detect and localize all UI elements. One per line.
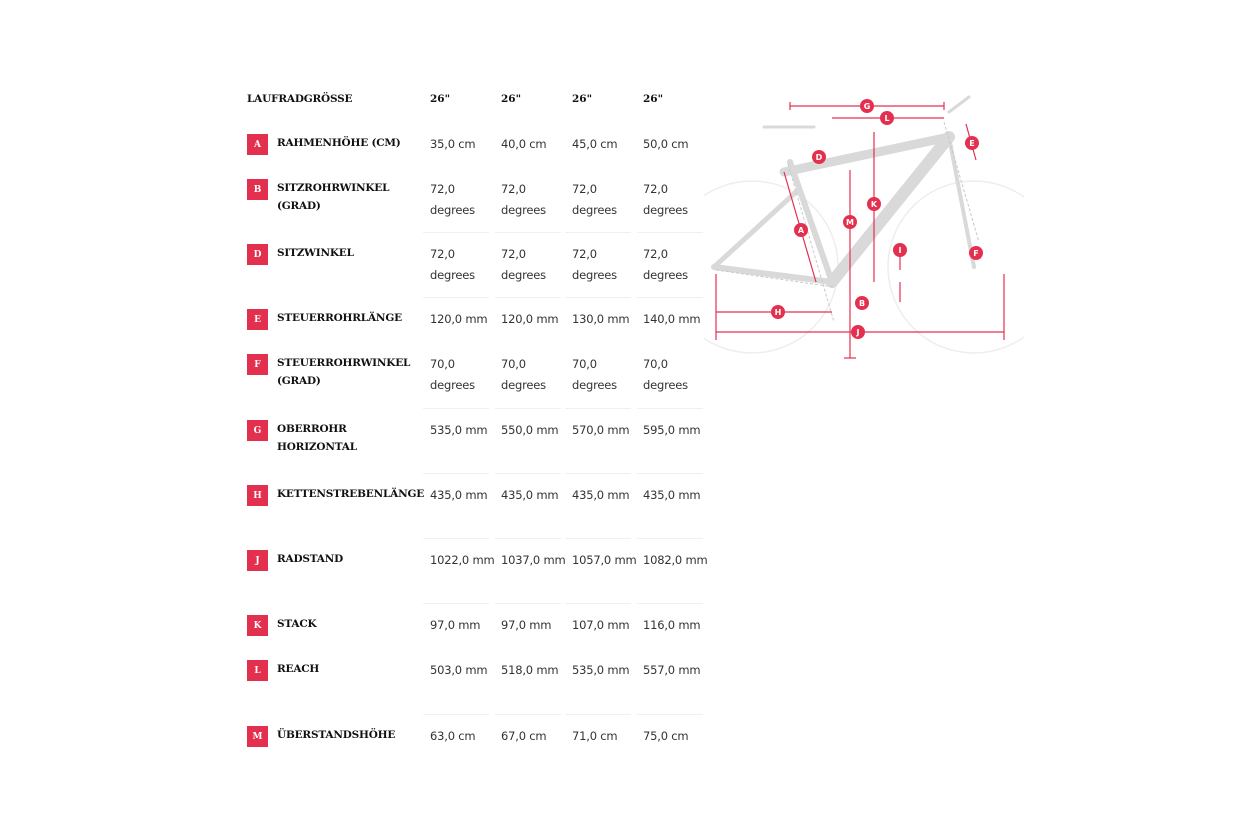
- table-cell: 72,0 degrees: [572, 182, 617, 217]
- marker-a: [794, 223, 808, 237]
- separator: [565, 408, 631, 409]
- table-cell: 45,0 cm: [572, 137, 618, 151]
- svg-text:F: F: [973, 249, 979, 258]
- table-cell: 70,0 degrees: [501, 357, 546, 392]
- row-label: KETTENSTREBENLÄNGE: [277, 488, 425, 500]
- table-cell: 72,0 degrees: [430, 247, 475, 282]
- row-label: RAHMENHÖHE (CM): [277, 137, 401, 149]
- row-key-badge: K: [247, 615, 268, 636]
- table-cell: 72,0 degrees: [501, 182, 546, 217]
- separator: [495, 473, 561, 474]
- table-cell: 72,0 degrees: [501, 247, 546, 282]
- table-cell: 97,0 mm: [430, 618, 481, 632]
- separator: [565, 297, 631, 298]
- table-cell: 435,0 mm: [572, 488, 630, 502]
- row-label: OBERROHR HORIZONTAL: [277, 423, 357, 453]
- table-cell: 71,0 cm: [572, 729, 618, 743]
- row-key-badge: E: [247, 309, 268, 330]
- separator: [565, 603, 631, 604]
- separator: [637, 714, 703, 715]
- table-cell: 120,0 mm: [501, 312, 559, 326]
- row-key-badge: F: [247, 354, 268, 375]
- table-cell: 1022,0 mm: [430, 553, 495, 567]
- separator: [637, 538, 703, 539]
- table-cell: 535,0 mm: [430, 423, 488, 437]
- table-cell: 435,0 mm: [643, 488, 701, 502]
- svg-text:M: M: [846, 218, 854, 227]
- table-cell: 1037,0 mm: [501, 553, 566, 567]
- marker-h: [771, 305, 785, 319]
- marker-l: [880, 111, 894, 125]
- table-cell: 1057,0 mm: [572, 553, 637, 567]
- svg-text:B: B: [858, 299, 866, 308]
- row-label: SITZROHRWINKEL (GRAD): [277, 182, 390, 212]
- column-header: 26": [643, 93, 664, 105]
- separator: [565, 538, 631, 539]
- row-label: STACK: [277, 618, 317, 630]
- dimension-lines: [716, 102, 1004, 358]
- separator: [495, 408, 561, 409]
- header-label: LAUFRADGRÖSSE: [247, 93, 353, 105]
- separator: [565, 714, 631, 715]
- table-cell: 97,0 mm: [501, 618, 552, 632]
- table-cell: 557,0 mm: [643, 663, 701, 677]
- row-label: REACH: [277, 663, 320, 675]
- bike-frame: [714, 97, 974, 282]
- separator: [423, 538, 489, 539]
- row-key-badge: A: [247, 134, 268, 155]
- table-cell: 503,0 mm: [430, 663, 488, 677]
- row-key-badge: M: [247, 726, 268, 747]
- frame-geometry-diagram: [704, 92, 1024, 364]
- table-cell: 120,0 mm: [430, 312, 488, 326]
- row-label: SITZWINKEL: [277, 247, 354, 259]
- separator: [423, 408, 489, 409]
- separator: [495, 232, 561, 233]
- column-header: 26": [430, 93, 451, 105]
- separator: [495, 714, 561, 715]
- table-cell: 72,0 degrees: [643, 247, 688, 282]
- table-cell: 570,0 mm: [572, 423, 630, 437]
- column-header: 26": [501, 93, 522, 105]
- table-cell: 67,0 cm: [501, 729, 547, 743]
- table-cell: 107,0 mm: [572, 618, 630, 632]
- table-cell: 70,0 degrees: [643, 357, 688, 392]
- svg-text:A: A: [797, 226, 805, 235]
- row-label: ÜBERSTANDSHÖHE: [277, 729, 396, 741]
- svg-text:H: H: [774, 308, 782, 317]
- row-label: RADSTAND: [277, 553, 344, 565]
- table-cell: 75,0 cm: [643, 729, 689, 743]
- separator: [495, 603, 561, 604]
- table-cell: 70,0 degrees: [430, 357, 475, 392]
- separator: [637, 297, 703, 298]
- table-cell: 116,0 mm: [643, 618, 701, 632]
- column-header: 26": [572, 93, 593, 105]
- marker-k: [867, 197, 881, 211]
- svg-text:E: E: [969, 139, 975, 148]
- separator: [565, 473, 631, 474]
- table-cell: 550,0 mm: [501, 423, 559, 437]
- table-cell: 50,0 cm: [643, 137, 689, 151]
- table-cell: 1082,0 mm: [643, 553, 708, 567]
- marker-f: [969, 246, 983, 260]
- svg-text:I: I: [898, 246, 902, 255]
- table-header: [247, 93, 707, 113]
- svg-text:D: D: [815, 153, 823, 162]
- svg-text:K: K: [870, 200, 878, 209]
- separator: [495, 538, 561, 539]
- table-cell: 435,0 mm: [430, 488, 488, 502]
- table-cell: 72,0 degrees: [572, 247, 617, 282]
- separator: [637, 603, 703, 604]
- table-cell: 535,0 mm: [572, 663, 630, 677]
- table-cell: 130,0 mm: [572, 312, 630, 326]
- row-key-badge: B: [247, 179, 268, 200]
- marker-g: [860, 99, 874, 113]
- table-cell: 595,0 mm: [643, 423, 701, 437]
- table-cell: 435,0 mm: [501, 488, 559, 502]
- marker-d: [812, 150, 826, 164]
- marker-j: [851, 325, 865, 339]
- table-cell: 518,0 mm: [501, 663, 559, 677]
- table-cell: 63,0 cm: [430, 729, 476, 743]
- separator: [423, 473, 489, 474]
- table-cell: 35,0 cm: [430, 137, 476, 151]
- row-key-badge: G: [247, 420, 268, 441]
- table-cell: 140,0 mm: [643, 312, 701, 326]
- separator: [495, 297, 561, 298]
- svg-text:G: G: [863, 102, 871, 111]
- marker-m: [843, 215, 857, 229]
- separator: [423, 714, 489, 715]
- row-key-badge: D: [247, 244, 268, 265]
- row-label: STEUERROHRWINKEL (GRAD): [277, 357, 411, 387]
- table-cell: 72,0 degrees: [430, 182, 475, 217]
- svg-text:J: J: [856, 328, 860, 337]
- row-key-badge: J: [247, 550, 268, 571]
- table-cell: 70,0 degrees: [572, 357, 617, 392]
- marker-e: [965, 136, 979, 150]
- row-key-badge: H: [247, 485, 268, 506]
- separator: [637, 408, 703, 409]
- svg-text:L: L: [884, 114, 890, 123]
- separator: [423, 297, 489, 298]
- separator: [637, 473, 703, 474]
- separator: [637, 232, 703, 233]
- separator: [423, 232, 489, 233]
- separator: [565, 232, 631, 233]
- marker-i: [893, 243, 907, 257]
- separator: [423, 603, 489, 604]
- row-label: STEUERROHRLÄNGE: [277, 312, 402, 324]
- table-cell: 40,0 cm: [501, 137, 547, 151]
- row-key-badge: L: [247, 660, 268, 681]
- marker-b: [855, 296, 869, 310]
- table-cell: 72,0 degrees: [643, 182, 688, 217]
